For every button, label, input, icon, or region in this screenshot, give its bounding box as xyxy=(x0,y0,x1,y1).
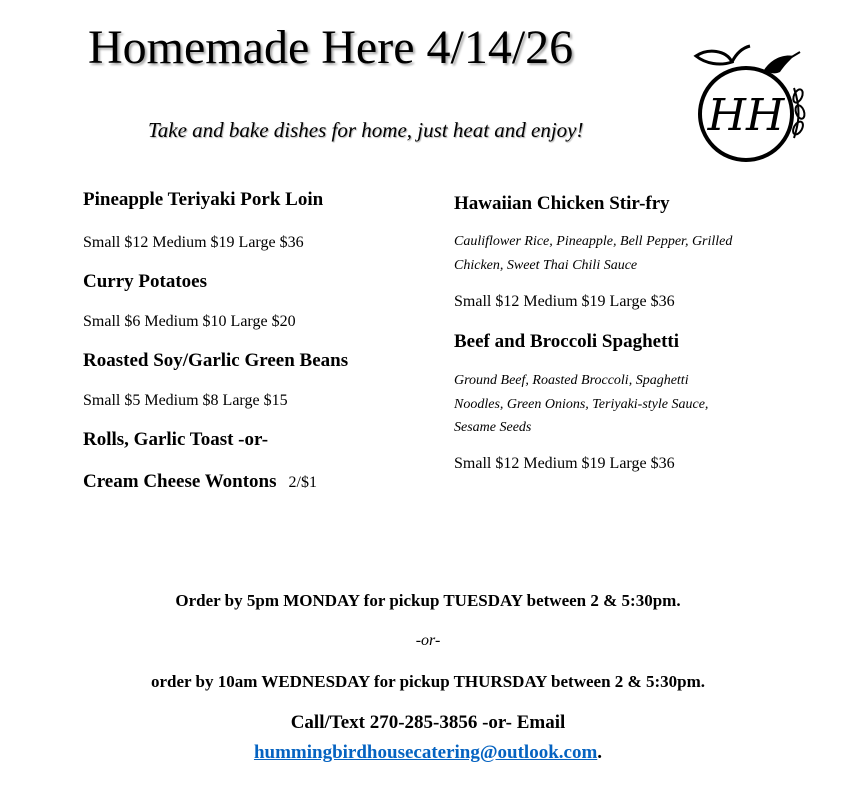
menu-item-description-line: Noodles, Green Onions, Teriyaki-style Sauce, xyxy=(454,397,709,412)
page-subtitle: Take and bake dishes for home, just heat and enjoy! xyxy=(148,118,584,142)
email-link[interactable]: hummingbirdhousecatering@outlook.com xyxy=(253,742,598,763)
menu-item-description-line: Ground Beef, Roasted Broccoli, Spaghetti xyxy=(454,373,689,388)
menu-item-price: Small $5 Medium $8 Large $15 xyxy=(83,392,288,409)
page-title: Homemade Here 4/14/26 xyxy=(88,21,574,74)
menu-item-name: Curry Potatoes xyxy=(83,271,207,292)
menu-item-price: Small $12 Medium $19 Large $36 xyxy=(454,455,675,472)
menu-item-price: Small $12 Medium $19 Large $36 xyxy=(83,234,304,251)
menu-item-name: Roasted Soy/Garlic Green Beans xyxy=(83,350,349,371)
menu-item-price: Small $6 Medium $10 Large $20 xyxy=(83,313,296,330)
contact-line: Call/Text 270-285-3856 -or- Email xyxy=(290,712,566,733)
menu-item-name-text: Cream Cheese Wontons xyxy=(83,471,277,492)
menu-item-name: Beef and Broccoli Spaghetti xyxy=(454,331,680,352)
menu-item-price: 2/$1 xyxy=(288,474,317,491)
menu-item-name: Hawaiian Chicken Stir-fry xyxy=(454,193,670,214)
email-line xyxy=(0,740,856,766)
menu-item-description-line: Sesame Seeds xyxy=(454,420,532,435)
email-suffix: . xyxy=(597,742,603,763)
hummingbird-house-logo xyxy=(688,42,812,166)
menu-item-description-line: Cauliflower Rice, Pineapple, Bell Pepper, Grilled xyxy=(454,234,733,249)
menu-item-name xyxy=(83,470,317,495)
menu-item-description-line: Chicken, Sweet Thai Chili Sauce xyxy=(454,258,638,273)
menu-item-name: Pineapple Teriyaki Pork Loin xyxy=(83,189,324,210)
menu-item-price: Small $12 Medium $19 Large $36 xyxy=(454,293,675,310)
logo-monogram: HH xyxy=(707,90,785,141)
order-deadline-wednesday: order by 10am WEDNESDAY for pickup THURSDAY between 2 & 5:30pm. xyxy=(151,672,705,691)
order-deadline-monday: Order by 5pm MONDAY for pickup TUESDAY between 2 & 5:30pm. xyxy=(175,591,681,610)
menu-item-name: Rolls, Garlic Toast -or- xyxy=(83,429,269,450)
or-separator: -or- xyxy=(415,632,441,649)
